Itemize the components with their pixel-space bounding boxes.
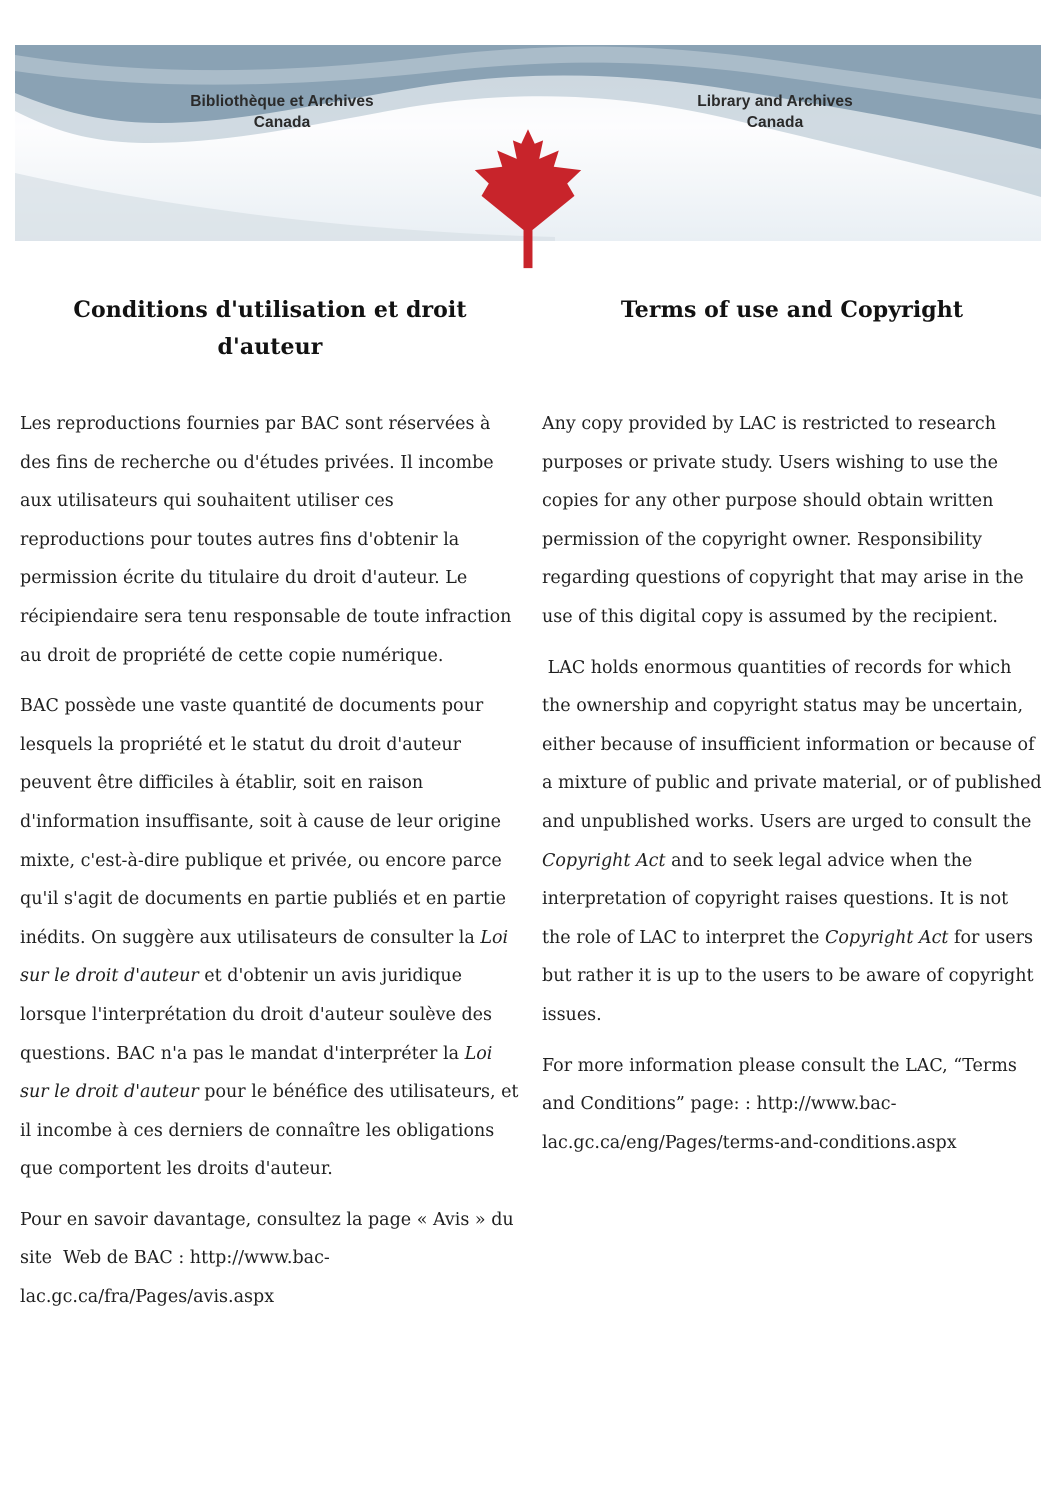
maple-leaf-shape <box>475 129 581 268</box>
french-title-line1: Conditions d'utilisation et droit <box>73 297 467 323</box>
paragraph-english-3: For more information please consult the LAC, “Terms and Conditions” page: : http://www.bac-lac.gc.ca/eng/Pages/terms-and-conditions.aspx <box>542 1055 1023 1153</box>
paragraph-english-2: LAC holds enormous quantities of records for which the ownership and copyright status may be uncertain, either because of insufficient information or because of a mixture of public and private material, or of published and unpublished works. Users are urged to consult the Copyright Act and to seek legal advice when the interpretation of copyright raises questions. It is not the role of LAC to interpret the Copyright Act for users but rather it is up to the users to be aware of copyright issues. <box>542 657 1048 1025</box>
lac-banner <box>15 45 1041 241</box>
content-columns <box>20 292 1048 1317</box>
logo-text-english-line1: Library and Archives <box>697 93 853 110</box>
english-title: Terms of use and Copyright <box>620 297 964 323</box>
logo-text-english <box>605 91 945 133</box>
french-title-line2: d'auteur <box>217 334 323 360</box>
logo-text-french <box>112 91 452 133</box>
english-column <box>542 292 1048 1317</box>
french-column <box>20 292 525 1317</box>
logo-text-french-line2: Canada <box>253 114 311 131</box>
paragraph-english-1: Any copy provided by LAC is restricted to research purposes or private study. Users wishing to use the copies for any other purpose should obtain written permission of the copyright owner. Responsibility regarding questions of copyright that may arise in the use of this digital copy is assumed by the recipient. <box>542 414 1030 627</box>
logo-text-french-line1: Bibliothèque et Archives <box>190 93 374 110</box>
paragraph-french-3: Pour en savoir davantage, consultez la page « Avis » du site Web de BAC : http://www.bac-lac.gc.ca/fra/Pages/avis.aspx <box>20 1209 520 1308</box>
paragraph-french-2: BAC possède une vaste quantité de documents pour lesquels la propriété et le statut du droit d'auteur peuvent être difficiles à établir, soit en raison d'information insuffisante, soit à cause de leur origine mixte, c'est-à-dire publique et privée, ou encore parce qu'il s'agit de documents en partie publiés et en partie inédits. On suggère aux utilisateurs de consulter la Loi sur le droit d'auteur et d'obtenir un avis juridique lorsque l'interprétation du droit d'auteur soulève des questions. BAC n'a pas le mandat d'interpréter la Loi sur le droit d'auteur pour le bénéfice des utilisateurs, et il incombe à ces derniers de connaître les obligations que comportent les droits d'auteur. <box>20 696 525 1180</box>
french-title <box>20 292 520 370</box>
paragraph-french-1: Les reproductions fournies par BAC sont réservées à des fins de recherche ou d'études privées. Il incombe aux utilisateurs qui souhaitent utiliser ces reproductions pour toutes autres fins d'obtenir la permission écrite du titulaire du droit d'auteur. Le récipiendaire sera tenu responsable de toute infraction au droit de propriété de cette copie numérique. <box>20 414 517 666</box>
maple-leaf-icon <box>472 129 584 275</box>
logo-text-english-line2: Canada <box>746 114 804 131</box>
